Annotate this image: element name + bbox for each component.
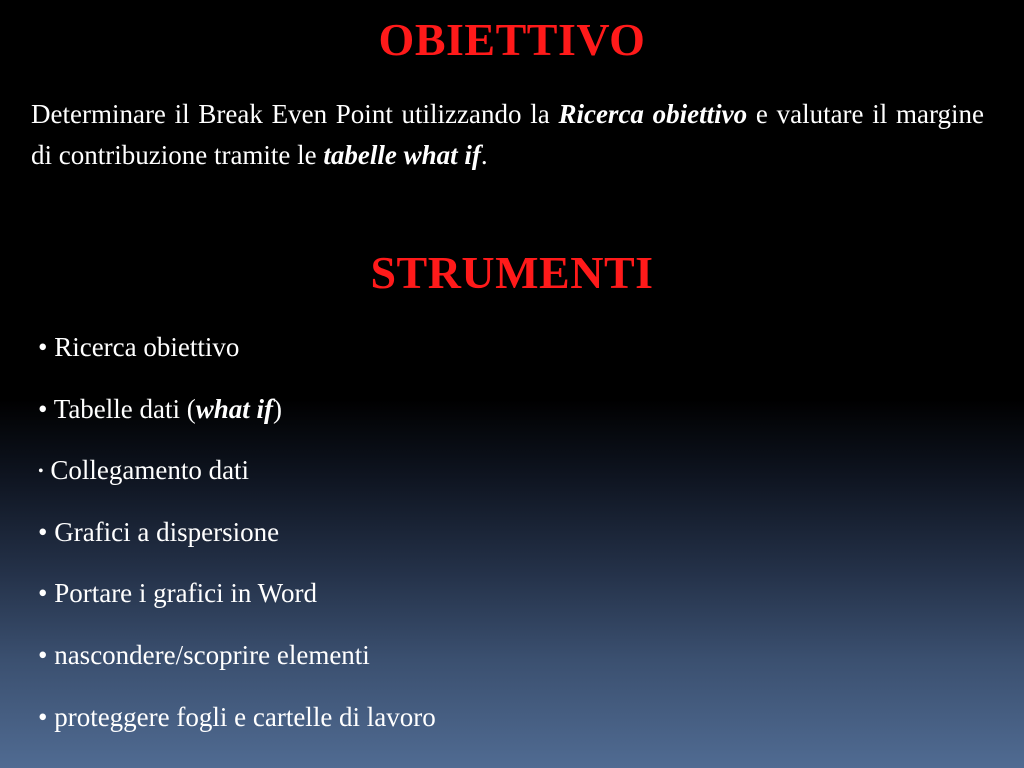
tool-label: nascondere/scoprire elementi bbox=[54, 639, 370, 670]
objective-heading: OBIETTIVO bbox=[378, 14, 646, 65]
tools-list bbox=[38, 327, 436, 758]
tool-label: proteggere fogli e cartelle di lavoro bbox=[54, 701, 436, 732]
tool-label-emphasis: what if bbox=[195, 393, 274, 424]
objective-emphasis-goal-seek: Ricerca obiettivo bbox=[558, 99, 748, 129]
list-item bbox=[38, 635, 436, 697]
list-item bbox=[38, 389, 436, 451]
objective-emphasis-what-if: tabelle what if bbox=[323, 140, 481, 170]
tool-label: Collegamento dati bbox=[50, 455, 250, 486]
list-item bbox=[38, 697, 436, 759]
objective-description bbox=[31, 94, 984, 176]
objective-text-2: e valutare il margine di contribuzione tramite le bbox=[31, 99, 984, 170]
bullet-icon: • bbox=[38, 463, 44, 481]
list-item bbox=[38, 512, 436, 574]
bullet-icon: • bbox=[38, 393, 48, 424]
tool-label: Portare i grafici in Word bbox=[54, 578, 317, 609]
objective-text-3: . bbox=[480, 140, 488, 170]
bullet-icon: • bbox=[38, 332, 48, 362]
objective-text-1: Determinare il Break Even Point utilizzando la bbox=[31, 99, 559, 129]
list-item bbox=[38, 327, 436, 389]
tool-label: Tabelle dati ( bbox=[53, 393, 196, 424]
list-item bbox=[38, 450, 436, 512]
tool-label: Ricerca obiettivo bbox=[54, 332, 240, 362]
list-item bbox=[38, 573, 436, 635]
bullet-icon: • bbox=[38, 516, 48, 547]
tool-label-suffix: ) bbox=[273, 393, 283, 424]
bullet-icon: • bbox=[38, 701, 48, 732]
tool-label: Grafici a dispersione bbox=[54, 516, 280, 547]
bullet-icon: • bbox=[38, 578, 48, 609]
tools-heading: STRUMENTI bbox=[370, 247, 654, 298]
bullet-icon: • bbox=[38, 639, 48, 670]
